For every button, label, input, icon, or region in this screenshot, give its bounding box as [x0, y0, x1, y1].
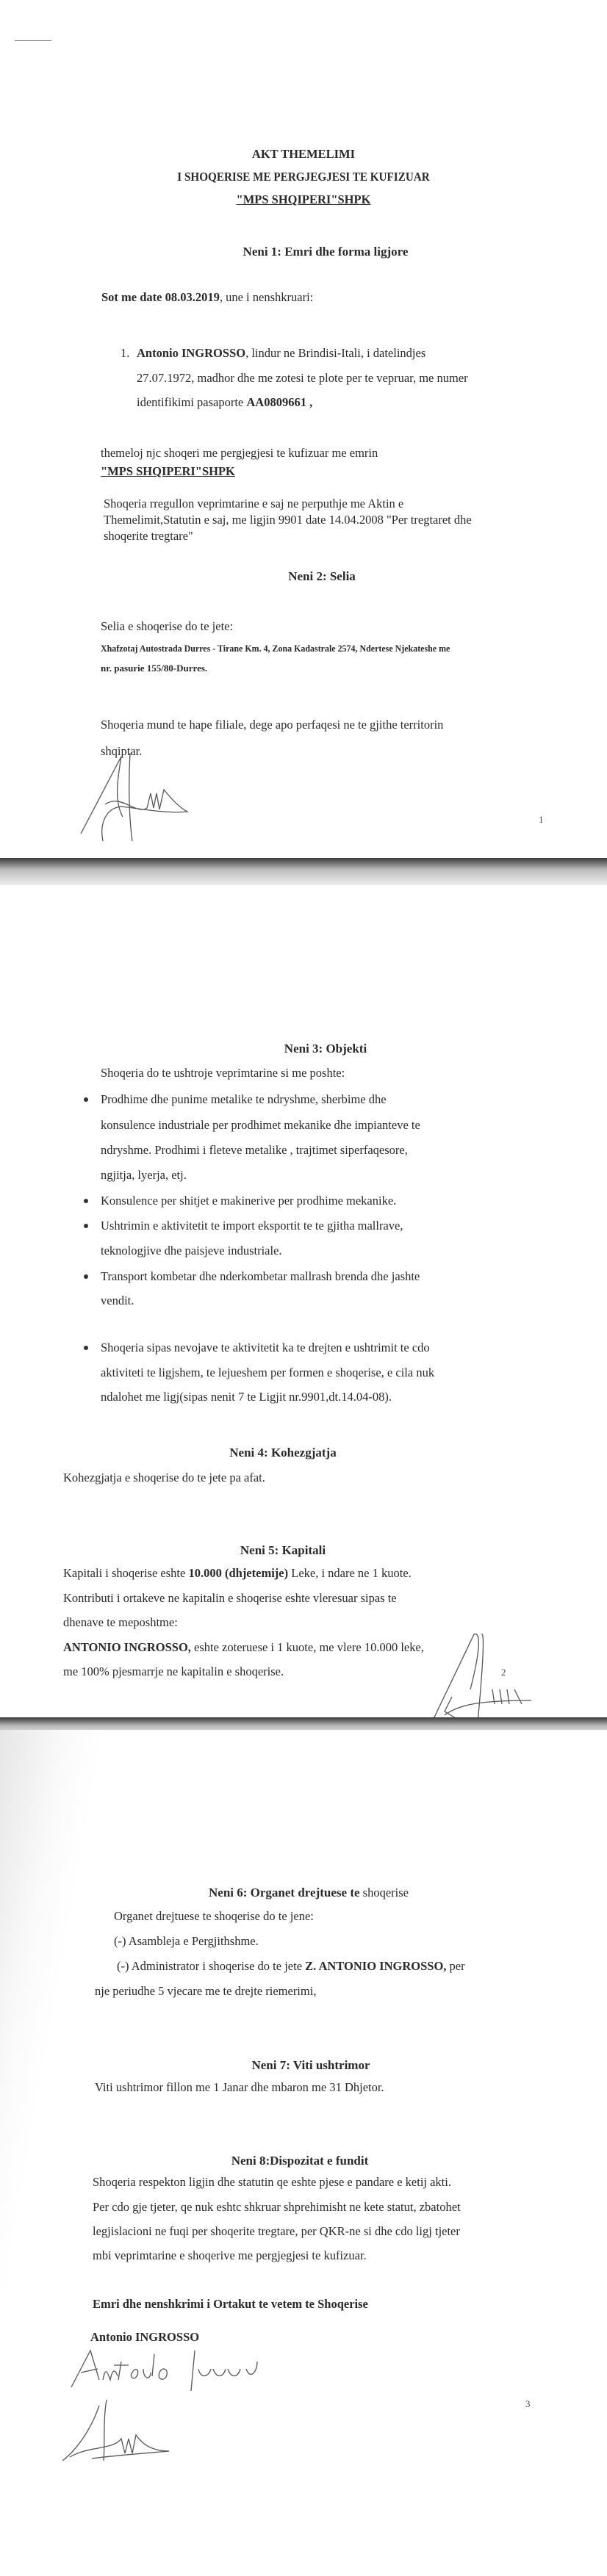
organ-assembly: (-) Asambleja e Pergjithshme.: [114, 1934, 259, 1948]
scan-mark: [15, 40, 51, 41]
object-1-line-3: ndryshme. Prodhimi i fleteve metalike , trajtimet siperfaqesore,: [101, 1143, 408, 1157]
capital-amount: 10.000 (dhjetemije): [188, 1566, 289, 1580]
article-8-heading: Neni 8:Dispozitat e fundit: [231, 2154, 369, 2168]
administrator-name: Z. ANTONIO INGROSSO,: [305, 1959, 447, 1973]
article-3-heading: Neni 3: Objekti: [284, 1042, 367, 1056]
signature-page-1: [77, 749, 195, 859]
fiscal-year-text: Viti ushtrimor fillon me 1 Janar dhe mbaron me 31 Dhjetor.: [95, 2080, 384, 2094]
capital-line-3: dhenave te meposhtme:: [63, 1615, 178, 1629]
regulation-line-2: Themelimit,Statutin e saj, me ligjin 9901 date 14.04.2008 "Per tregtaret dhe: [104, 513, 472, 527]
organ-administrator: [117, 1959, 465, 1974]
administrator-term: nje periudhe 5 vjecare me te drejte riemerimi,: [95, 1984, 317, 1998]
branches-line-2: shqiptar.: [101, 744, 143, 758]
object-1-line-4: ngjitja, lyerja, etj.: [101, 1168, 187, 1182]
regulation-line-3: shoqerite tregtare": [104, 529, 193, 543]
duration-text: Kohezgjatja e shoqerise do te jete pa afat.: [63, 1471, 265, 1484]
final-line-4: mbi veprimtarine e shoqerive me pergjegjesi te kufizuar.: [93, 2248, 367, 2262]
signature-label: Emri dhe nenshkrimi i Ortakut te vetem te Shoqerise: [93, 2297, 368, 2311]
administrator-rest: per: [446, 1959, 465, 1973]
founder-birth: , lindur ne Brindisi-Itali, i datelindjes: [245, 346, 426, 360]
passport-label: identifikimi pasaporte: [137, 395, 247, 409]
capital-rest: Leke, i ndare ne 1 kuote.: [288, 1566, 412, 1580]
final-line-3: legjislacioni ne fuqi per shoqerite tregtare, per QKR-ne si dhe cdo ligj tjeter: [93, 2224, 460, 2238]
doc-title: AKT THEMELIMI: [251, 147, 356, 161]
signature-page-2: [430, 1631, 533, 1726]
founding-line: themeloj njc shoqeri me pergjegjesi te kufizuar me emrin: [101, 446, 378, 460]
address-line-1: Xhafzotaj Autostrada Durres - Tirane Km. 4, Zona Kadastrale 2574, Ndertese Njekateshe me: [101, 643, 450, 654]
passport-number: AA0809661 ,: [246, 395, 313, 409]
article-2-heading: Neni 2: Selia: [288, 569, 356, 583]
capital-line-1: [63, 1566, 412, 1581]
article-6-heading-rest: shoqerise: [359, 1886, 409, 1899]
founder-line-3: [137, 395, 312, 410]
intro-rest: , une i nenshkruari:: [219, 290, 314, 304]
article-1-heading: Neni 1: Emri dhe forma ligjore: [243, 245, 409, 259]
shareholder-name: ANTONIO INGROSSO,: [63, 1640, 191, 1654]
shareholder-share: eshte zoteruese i 1 kuote, me vlere 10.000 leke,: [190, 1640, 424, 1654]
capital-line-4: [63, 1640, 424, 1655]
intro-line: [101, 290, 313, 305]
organs-intro: Organet drejtuese te shoqerise do te jene:: [114, 1909, 314, 1923]
founder-line-2: 27.07.1972, madhor dhe me zotesi te plote per te vepruar, me numer: [137, 371, 468, 385]
company-name: "MPS SHQIPERI"SHPK: [101, 464, 235, 478]
object-1-line-1: Prodhime dhe punime metalike te ndryshme, sherbime dhe: [101, 1092, 387, 1106]
article-5-heading: Neni 5: Kapitali: [240, 1543, 326, 1557]
article-7-heading: Neni 7: Viti ushtrimor: [251, 2058, 370, 2072]
doc-subtitle: I SHOQERISE ME PERGJEGJESI TE KUFIZUAR: [177, 170, 430, 184]
founder-line-1: [137, 346, 425, 361]
object-5-line-1: Shoqeria sipas nevojave te aktivitetit ka te drejten e ushtrimit te cdo: [101, 1341, 430, 1354]
object-2-line-1: Konsulence per shitjet e makinerive per prodhime mekanike.: [101, 1194, 397, 1208]
final-line-1: Shoqeria respekton ligjin dhe statutin qe eshte pjese e pandare e ketij akti.: [93, 2175, 451, 2189]
article-6-heading-bold: Neni 6: Organet drejtuese te: [209, 1886, 360, 1899]
company-name-title: "MPS SHQIPERI"SHPK: [236, 192, 371, 206]
capital-label: Kapitali i shoqerise eshte: [63, 1566, 189, 1580]
bullet-icon: [84, 1199, 88, 1203]
branches-line-1: Shoqeria mund te hape filiale, dege apo perfaqesi ne te gjithe territorin: [101, 718, 444, 732]
capital-line-5: me 100% pjesmarrje ne kapitalin e shoqerise.: [63, 1664, 284, 1678]
address-line-2: nr. pasurie 155/80-Durres.: [101, 663, 208, 674]
article-4-heading: Neni 4: Kohezgjatja: [229, 1446, 337, 1460]
signature-page-3: [48, 2398, 173, 2464]
bullet-icon: [84, 1097, 88, 1102]
object-1-line-2: konsulence industriale per prodhimet mekanike dhe impianteve te: [101, 1118, 420, 1132]
object-3-line-1: Ushtrimin e aktivitetit te import eksportit te te gjitha mallrave,: [101, 1219, 403, 1233]
page-number-3: 3: [525, 2398, 531, 2409]
object-5-line-3: ndalohet me ligj(sipas nenit 7 te Ligjit nr.9901,dt.14.04-08).: [101, 1390, 392, 1404]
object-5-line-2: aktiviteti te ligjshem, te lejueshem per formen e shoqerise, e cila nuk: [101, 1365, 435, 1379]
page-number-1: 1: [539, 814, 544, 825]
capital-line-2: Kontributi i ortakeve ne kapitalin e shoqerise eshte vleresuar sipas te: [63, 1591, 397, 1605]
administrator-label: (-) Administrator i shoqerise do te jete: [117, 1959, 306, 1973]
page-1: [0, 0, 607, 858]
bullet-icon: [84, 1346, 88, 1350]
object-4-line-1: Transport kombetar dhe nderkombetar mallrash brenda dhe jashte: [101, 1269, 420, 1283]
seat-intro: Selia e shoqerise do te jete:: [101, 619, 234, 633]
object-intro: Shoqeria do te ushtroje veprimtarine si me poshte:: [101, 1066, 345, 1080]
handwritten-name-signature: [70, 2347, 276, 2398]
page-2: [0, 885, 607, 1717]
bullet-icon: [84, 1224, 88, 1228]
list-number: 1.: [121, 346, 130, 360]
object-4-line-2: vendit.: [101, 1294, 134, 1307]
page-separator: [0, 858, 607, 887]
page-number-2: 2: [501, 1667, 506, 1678]
article-6-heading: [209, 1886, 409, 1900]
final-line-2: Per cdo gje tjeter, qe nuk eshtc shkruar shprehimisht ne kete statut, zbatohet: [93, 2200, 461, 2214]
page-3: [0, 1730, 607, 2576]
bullet-icon: [84, 1274, 88, 1279]
founder-name: Antonio INGROSSO: [137, 346, 246, 360]
signatory-name: Antonio INGROSSO: [90, 2330, 200, 2344]
intro-date: Sot me date 08.03.2019: [101, 290, 220, 304]
regulation-line-1: Shoqeria rregullon veprimtarine e saj ne perputhje me Aktin e: [104, 497, 404, 510]
object-3-line-2: teknologjive dhe paisjeve industriale.: [101, 1244, 282, 1258]
